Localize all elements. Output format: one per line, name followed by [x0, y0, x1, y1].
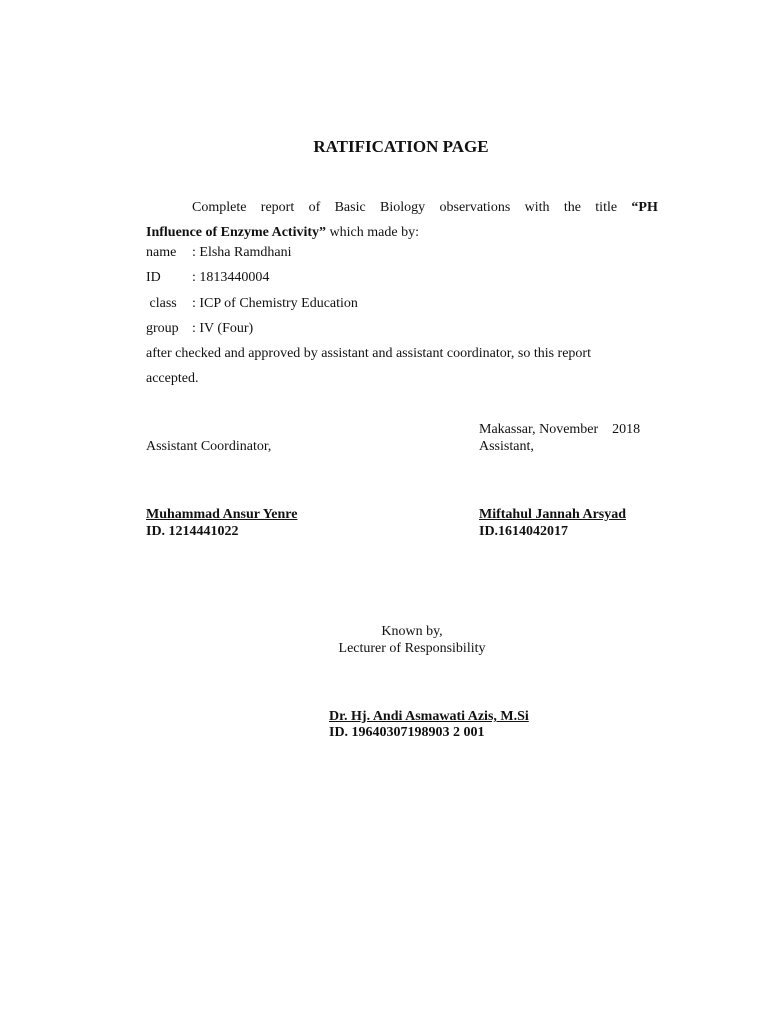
lecturer-role: Lecturer of Responsibility — [338, 641, 486, 656]
field-label: name — [146, 245, 177, 260]
lecturer-name: Dr. Hj. Andi Asmawati Azis, M.Si — [329, 709, 529, 724]
approval-line-1: after checked and approved by assistant and assistant coordinator, so this report — [146, 346, 591, 361]
field-value: : IV (Four) — [192, 321, 254, 336]
left-signer-id: ID. 1214441022 — [146, 524, 239, 539]
intro-word: Basic — [334, 200, 366, 215]
left-signer-role: Assistant Coordinator, — [146, 439, 272, 454]
intro-continuation: which made by: — [326, 225, 419, 240]
left-signer-name: Muhammad Ansur Yenre — [146, 507, 298, 522]
known-by: Known by, — [381, 624, 443, 639]
right-signer-id: ID.1614042017 — [479, 524, 569, 539]
right-signer-role: Assistant, — [479, 439, 534, 454]
field-row-name — [146, 245, 292, 261]
intro-word: Biology — [380, 200, 426, 215]
intro-word: the — [563, 200, 581, 215]
intro-line-1 — [146, 195, 658, 220]
intro-word: Complete — [192, 200, 247, 215]
field-value: : ICP of Chemistry Education — [192, 296, 358, 311]
field-label: class — [146, 296, 177, 311]
field-label: group — [146, 321, 179, 336]
intro-paragraph — [146, 195, 658, 245]
intro-word: of — [308, 200, 321, 215]
field-label: ID — [146, 270, 161, 285]
field-value: : Elsha Ramdhani — [192, 245, 292, 260]
lecturer-id: ID. 19640307198903 2 001 — [329, 725, 485, 740]
intro-word: with — [524, 200, 550, 215]
right-signer-name: Miftahul Jannah Arsyad — [479, 507, 627, 522]
field-row-class — [146, 296, 358, 312]
field-row-group — [146, 321, 253, 337]
approval-line-2: accepted. — [146, 371, 199, 386]
field-row-id — [146, 270, 269, 286]
intro-word: title — [595, 200, 618, 215]
intro-word: report — [260, 200, 295, 215]
place-date: Makassar, November 2018 — [479, 422, 641, 437]
intro-line-2 — [146, 220, 658, 245]
field-value: : 1813440004 — [192, 270, 270, 285]
report-title-part: “PH — [631, 200, 658, 215]
page-title: RATIFICATION PAGE — [313, 137, 489, 156]
intro-word: observations — [439, 200, 511, 215]
report-title-part: Influence of Enzyme Activity” — [146, 225, 327, 240]
